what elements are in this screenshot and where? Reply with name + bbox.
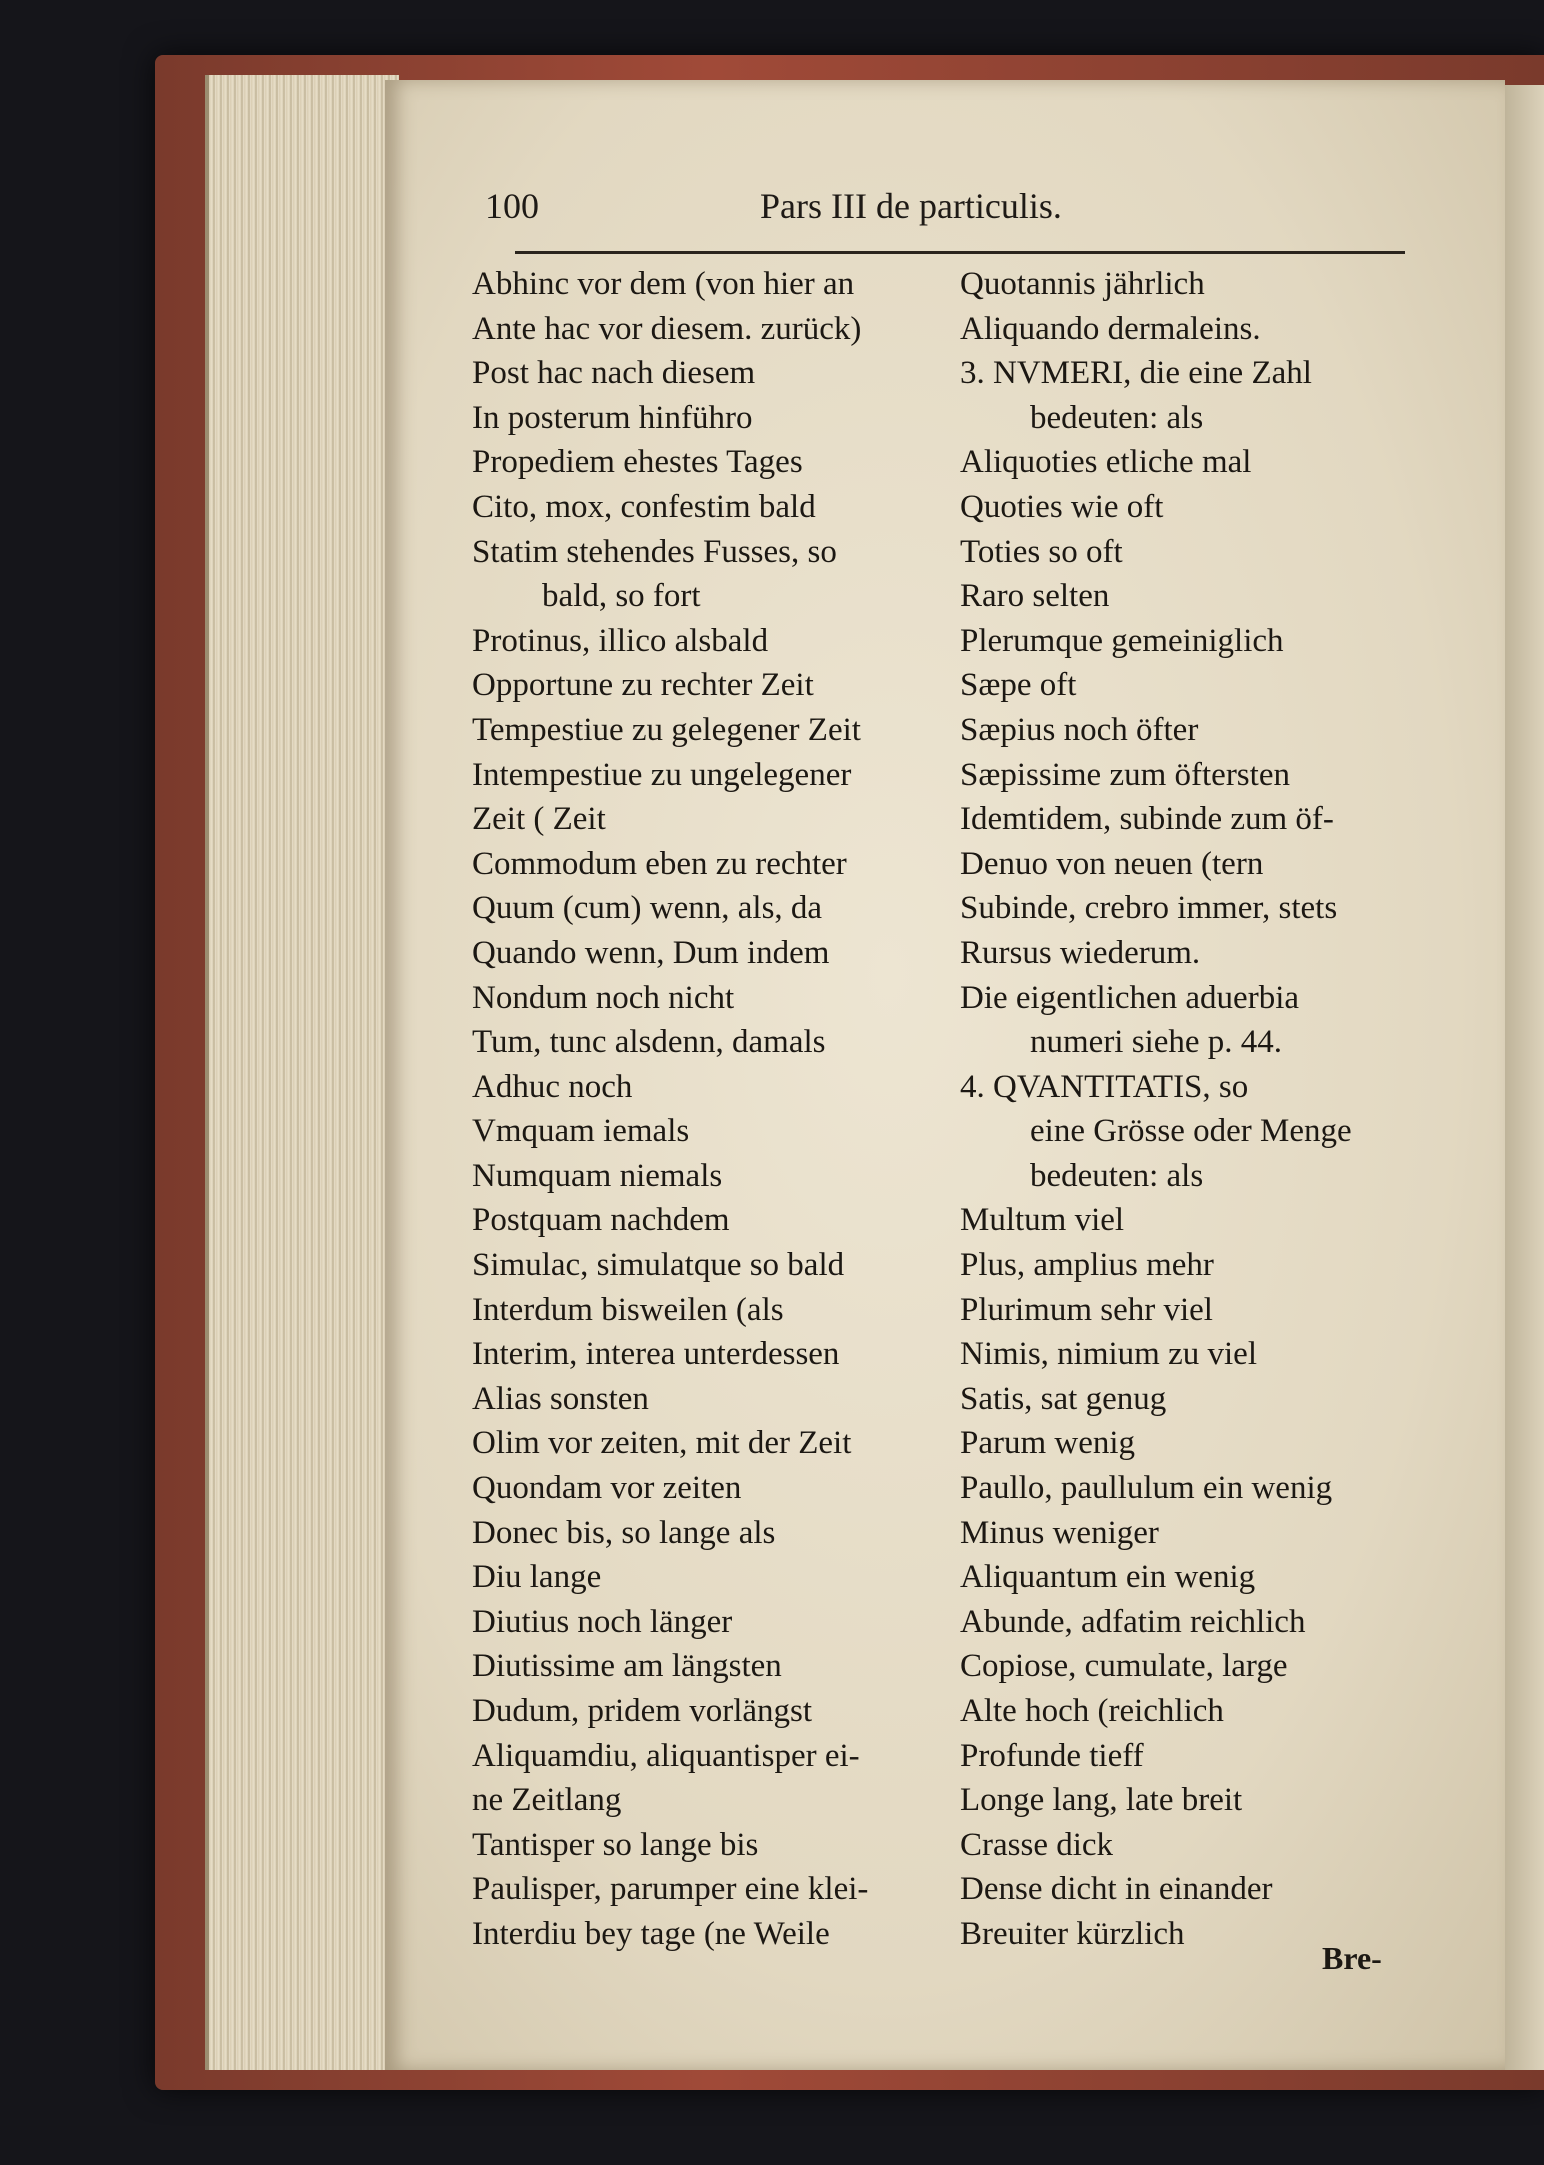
- text-line: Quum (cum) wenn, als, da: [472, 890, 823, 927]
- page-edges: [205, 75, 399, 2070]
- header-rule: [515, 251, 1405, 254]
- text-line: Plerumque gemeiniglich: [960, 622, 1284, 659]
- text-line: Profunde tieff: [960, 1737, 1144, 1774]
- text-line: Ante hac vor diesem. zurück): [472, 310, 862, 347]
- text-line: Quotannis jährlich: [960, 266, 1205, 302]
- text-line: Sæpe oft: [960, 667, 1077, 704]
- text-line: Statim stehendes Fusses, so: [472, 533, 837, 570]
- text-line: Diu lange: [472, 1559, 602, 1596]
- text-line: Plurimum sehr viel: [960, 1291, 1213, 1328]
- text-line: Satis, sat genug: [960, 1380, 1167, 1417]
- text-line: ne Zeitlang: [472, 1782, 622, 1819]
- text-line: In posterum hinführo: [472, 399, 753, 436]
- text-line: Abhinc vor dem (von hier an: [472, 266, 855, 302]
- facing-page-edge: [1505, 85, 1544, 2070]
- text-line: Denuo von neuen (tern: [960, 845, 1264, 882]
- text-line: Post hac nach diesem: [472, 355, 756, 392]
- text-line: bedeuten: als: [1030, 1157, 1204, 1194]
- text-line: Longe lang, late breit: [960, 1782, 1243, 1819]
- text-line: 4. QVANTITATIS, so: [960, 1068, 1249, 1105]
- running-head: [485, 185, 1405, 235]
- text-line: Alias sonsten: [472, 1380, 649, 1417]
- text-line: 3. NVMERI, die eine Zahl: [960, 355, 1312, 392]
- text-line: Toties so oft: [960, 533, 1123, 570]
- text-line: Minus weniger: [960, 1514, 1159, 1551]
- text-line: eine Grösse oder Menge: [1030, 1113, 1352, 1150]
- text-line: Subinde, crebro immer, stets: [960, 890, 1338, 927]
- text-line: Copiose, cumulate, large: [960, 1648, 1288, 1685]
- left-column: [472, 262, 942, 1957]
- text-line: Abunde, adfatim reichlich: [960, 1603, 1306, 1640]
- text-line: Intempestiue zu ungelegener: [472, 756, 852, 793]
- text-line: Rursus wiederum.: [960, 934, 1201, 971]
- text-line: Breuiter kürzlich: [960, 1915, 1185, 1952]
- catchword: Bre-: [1322, 1940, 1382, 1976]
- text-line: Commodum eben zu rechter: [472, 845, 847, 882]
- text-line: Interim, interea unterdessen: [472, 1336, 840, 1373]
- text-line: Adhuc noch: [472, 1068, 633, 1105]
- text-line: Postquam nachdem: [472, 1202, 730, 1239]
- text-line: Aliquoties etliche mal: [960, 444, 1252, 481]
- text-line: Sæpius noch öfter: [960, 711, 1199, 748]
- text-line: Sæpissime zum öftersten: [960, 756, 1290, 793]
- text-line: Crasse dick: [960, 1826, 1114, 1863]
- text-line: Idemtidem, subinde zum öf-: [960, 801, 1334, 838]
- text-line: Paulisper, parumper eine klei-: [472, 1871, 869, 1908]
- text-line: Interdum bisweilen (als: [472, 1291, 784, 1328]
- text-line: Quondam vor zeiten: [472, 1470, 742, 1507]
- text-line: Nondum noch nicht: [472, 979, 735, 1016]
- right-column: [960, 262, 1430, 1957]
- text-line: Interdiu bey tage (ne Weile: [472, 1915, 830, 1952]
- text-line: Plus, amplius mehr: [960, 1247, 1214, 1284]
- text-line: Cito, mox, confestim bald: [472, 488, 816, 525]
- text-line: Tum, tunc alsdenn, damals: [472, 1024, 826, 1061]
- text-line: Multum viel: [960, 1202, 1125, 1239]
- text-line: Diutius noch länger: [472, 1603, 733, 1640]
- text-line: Aliquamdiu, aliquantisper ei-: [472, 1737, 860, 1774]
- text-line: Vmquam iemals: [472, 1113, 690, 1150]
- running-title: Pars III de particulis.: [760, 186, 1062, 226]
- text-line: Tempestiue zu gelegener Zeit: [472, 711, 861, 748]
- text-line: Zeit ( Zeit: [472, 801, 606, 838]
- text-line: Propediem ehestes Tages: [472, 444, 803, 481]
- text-line: Dense dicht in einander: [960, 1871, 1273, 1908]
- text-line: Protinus, illico alsbald: [472, 622, 769, 659]
- text-line: Tantisper so lange bis: [472, 1826, 759, 1863]
- text-line: Raro selten: [960, 578, 1110, 615]
- text-line: Alte hoch (reichlich: [960, 1693, 1224, 1729]
- text-line: Quoties wie oft: [960, 488, 1164, 525]
- text-line: Donec bis, so lange als: [472, 1514, 776, 1551]
- text-line: Die eigentlichen aduerbia: [960, 979, 1300, 1016]
- text-line: Olim vor zeiten, mit der Zeit: [472, 1425, 852, 1462]
- text-line: numeri siehe p. 44.: [1030, 1024, 1283, 1061]
- text-line: Parum wenig: [960, 1425, 1136, 1462]
- text-line: Dudum, pridem vorlängst: [472, 1693, 813, 1729]
- text-line: bedeuten: als: [1030, 399, 1204, 436]
- text-line: Opportune zu rechter Zeit: [472, 667, 814, 704]
- text-line: Aliquando dermaleins.: [960, 310, 1261, 347]
- text-line: bald, so fort: [542, 578, 701, 615]
- text-line: Quando wenn, Dum indem: [472, 934, 830, 971]
- text-line: Aliquantum ein wenig: [960, 1559, 1256, 1596]
- text-line: Diutissime am längsten: [472, 1648, 782, 1685]
- text-line: Paullo, paullulum ein wenig: [960, 1470, 1333, 1507]
- text-line: Numquam niemals: [472, 1157, 723, 1194]
- text-line: Simulac, simulatque so bald: [472, 1247, 845, 1284]
- text-line: Nimis, nimium zu viel: [960, 1336, 1257, 1373]
- page-number: 100: [485, 186, 539, 226]
